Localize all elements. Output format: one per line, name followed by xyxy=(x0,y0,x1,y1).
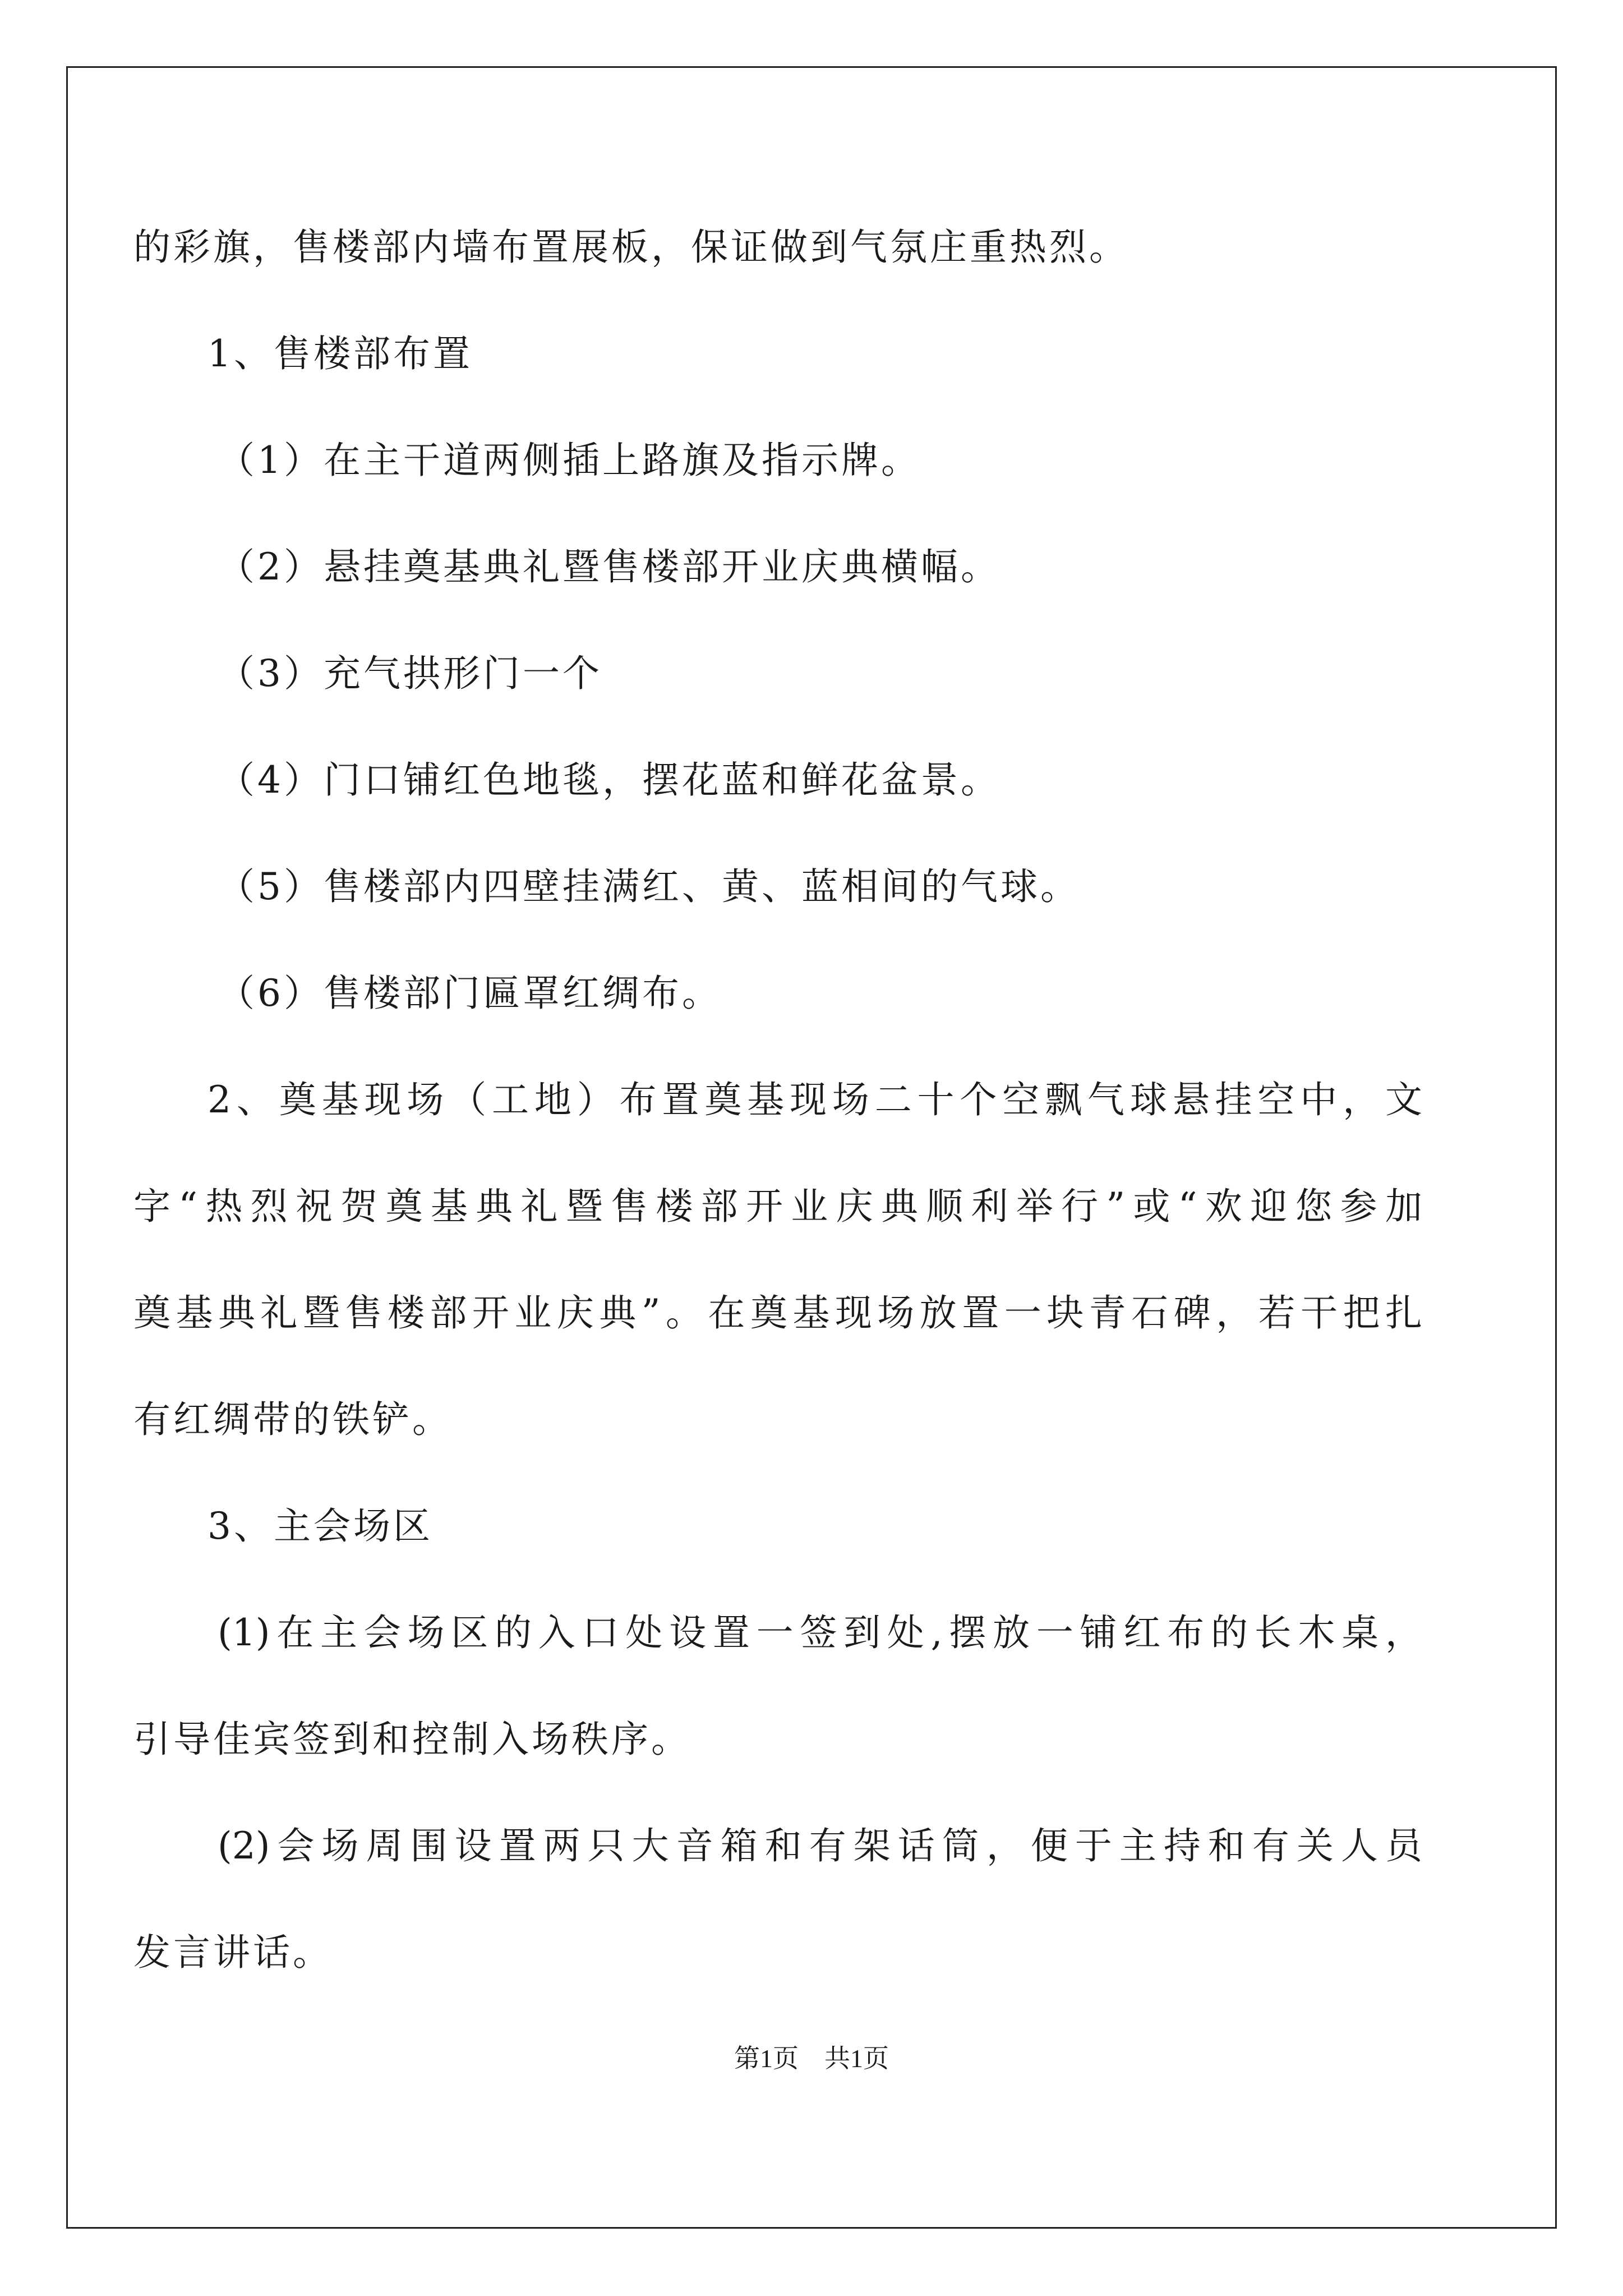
page-border xyxy=(66,66,1557,2229)
list-item: （6）售楼部门匾罩红绸布。 xyxy=(218,972,722,1015)
page-number: 第1页 共1页 xyxy=(734,2044,889,2073)
paragraph-line: 2、奠基现场（工地）布置奠基现场二十个空飘气球悬挂空中，文 xyxy=(208,1078,1422,1121)
paragraph-line: 的彩旗，售楼部内墙布置展板，保证做到气氛庄重热烈。 xyxy=(133,226,1129,269)
list-item: （1）在主干道两侧插上路旗及指示牌。 xyxy=(218,439,921,482)
list-item: （5）售楼部内四壁挂满红、黄、蓝相间的气球。 xyxy=(218,865,1080,908)
paragraph-line: 字“热烈祝贺奠基典礼暨售楼部开业庆典顺利举行”或“欢迎您参加 xyxy=(133,1185,1422,1228)
list-item: （4）门口铺红色地毯，摆花蓝和鲜花盆景。 xyxy=(218,758,1000,802)
section-heading: 1、售楼部布置 xyxy=(208,332,473,375)
list-item: (1)在主会场区的入口处设置一签到处,摆放一铺红布的长木桌， xyxy=(218,1611,1422,1654)
paragraph-line: 奠基典礼暨售楼部开业庆典”。在奠基现场放置一块青石碑，若干把扎 xyxy=(133,1291,1422,1335)
paragraph-line: 引导佳宾签到和控制入场秩序。 xyxy=(133,1718,691,1761)
paragraph-line: 发言讲话。 xyxy=(133,1931,333,1974)
list-item: (2)会场周围设置两只大音箱和有架话筒，便于主持和有关人员 xyxy=(218,1824,1422,1867)
section-heading: 3、主会场区 xyxy=(208,1504,433,1548)
list-item: （3）充气拱形门一个 xyxy=(218,652,602,695)
paragraph-line: 有红绸带的铁铲。 xyxy=(133,1398,452,1441)
list-item: （2）悬挂奠基典礼暨售楼部开业庆典横幅。 xyxy=(218,545,1000,588)
